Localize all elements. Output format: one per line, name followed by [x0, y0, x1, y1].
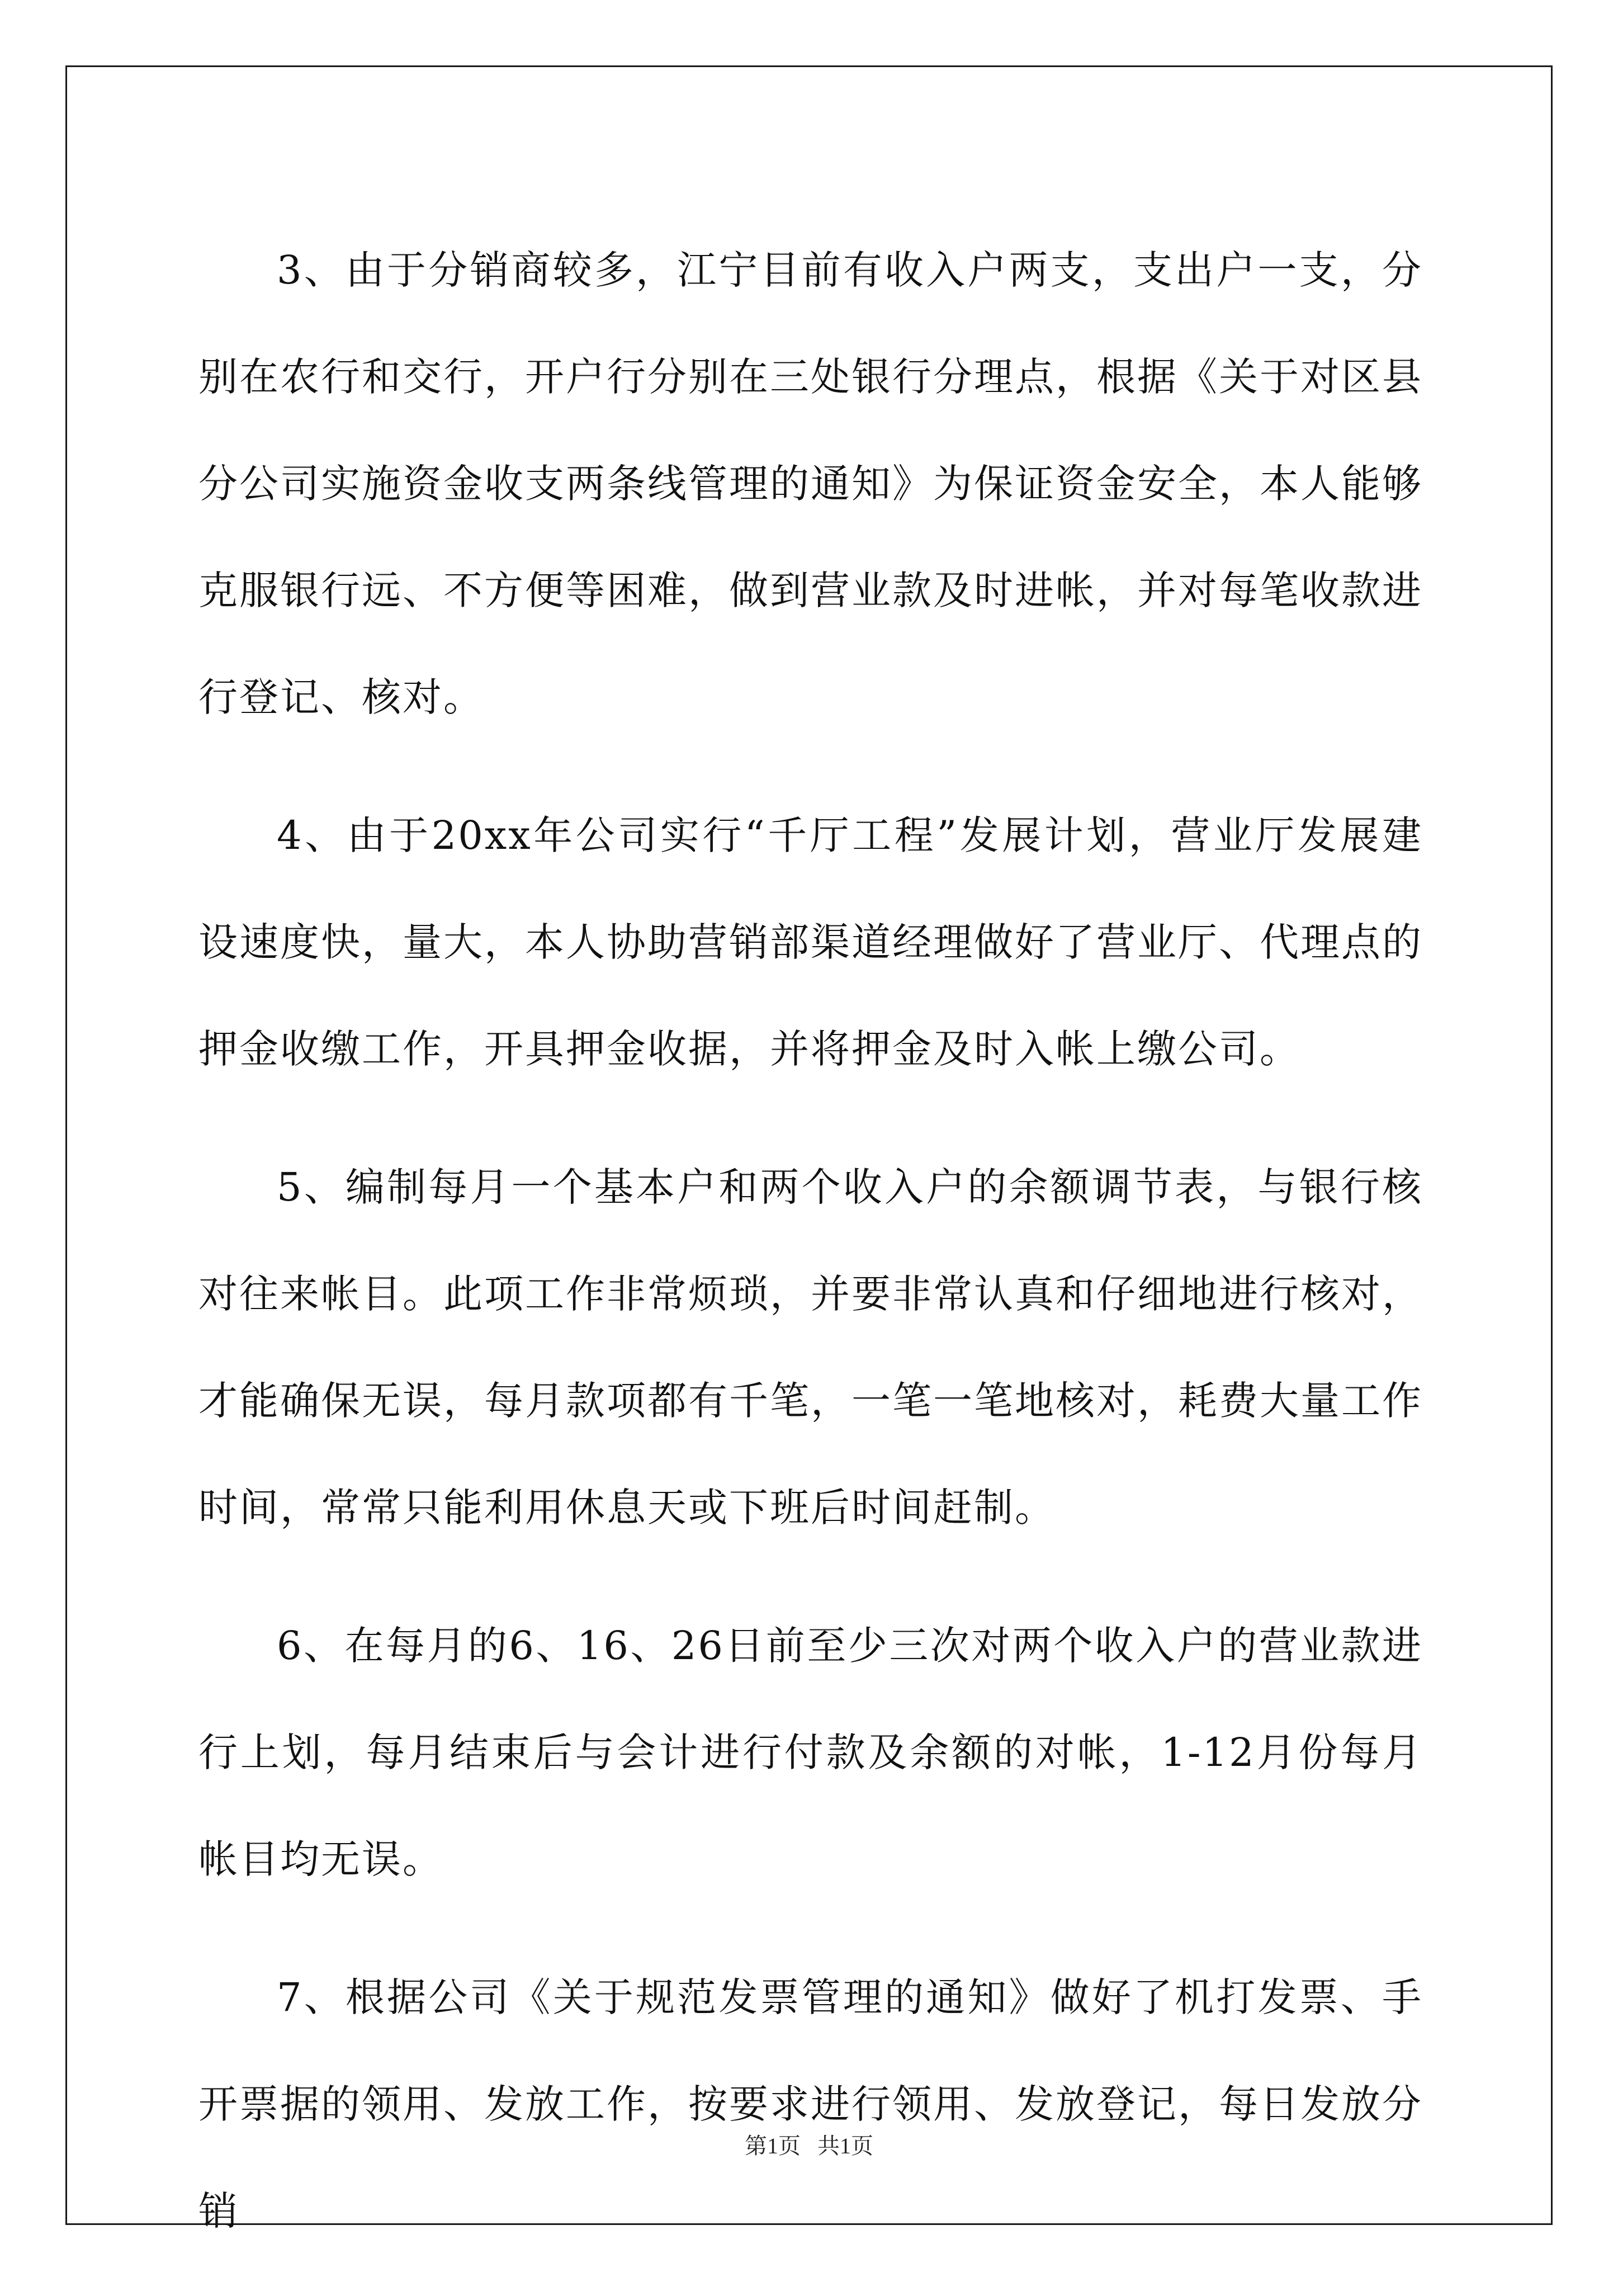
paragraph-item-4: 4、由于20xx年公司实行“千厅工程”发展计划，营业厅发展建设速度快，量大，本人协助营销部渠道经理做好了营业厅、代理点的押金收缴工作，开具押金收据，并将押金及时入帐上缴公司。	[198, 812, 1423, 1072]
paragraph-item-3: 3、由于分销商较多，江宁目前有收入户两支，支出户一支，分别在农行和交行，开户行分别在三处银行分理点，根据《关于对区县分公司实施资金收支两条线管理的通知》为保证资金安全，本人能够克服银行远、不方便等困难，做到营业款及时进帐，并对每笔收款进行登记、核对。	[198, 247, 1423, 720]
paragraph-item-6: 6、在每月的6、16、26日前至少三次对两个收入户的营业款进行上划，每月结束后与会计进行付款及余额的对帐，1-12月份每月帐目均无误。	[198, 1623, 1423, 1882]
page-footer-page-number: 第1页 共1页	[745, 2133, 873, 2158]
document-body	[198, 217, 1423, 2296]
paragraph-item-7: 7、根据公司《关于规范发票管理的通知》做好了机打发票、手开票据的领用、发放工作，按要求进行领用、发放登记，每日发放分销	[198, 1974, 1423, 2234]
paragraph-item-5: 5、编制每月一个基本户和两个收入户的余额调节表，与银行核对往来帐目。此项工作非常烦琐，并要非常认真和仔细地进行核对，才能确保无误，每月款项都有千笔，一笔一笔地核对，耗费大量工作时间，常常只能利用休息天或下班后时间赶制。	[198, 1164, 1423, 1530]
